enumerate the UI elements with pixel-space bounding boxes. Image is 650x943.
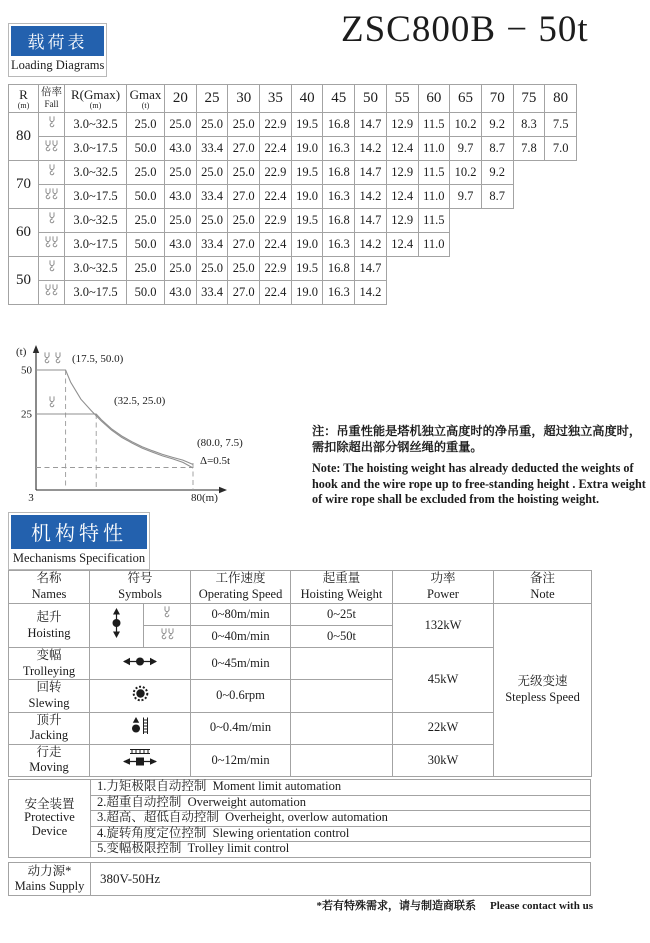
single-hook-icon bbox=[50, 397, 54, 407]
trolleying-symbol bbox=[90, 648, 191, 680]
note-en-line2: hook and the wire rope up to free-standing height . Extra weight bbox=[312, 476, 646, 491]
table-row bbox=[9, 257, 577, 281]
trolley-slew-power: 45kW bbox=[393, 648, 494, 713]
empty-cell bbox=[513, 209, 545, 233]
empty-cell bbox=[513, 233, 545, 257]
empty-cell bbox=[513, 281, 545, 305]
header-names: 名称 Names bbox=[9, 571, 90, 604]
slewing-speed: 0~0.6rpm bbox=[191, 680, 291, 712]
hoisting-speed-1: 0~80m/min bbox=[191, 604, 291, 626]
load-value-cell: 8.7 bbox=[481, 185, 513, 209]
load-value-cell: 11.5 bbox=[418, 113, 450, 137]
load-value-cell: 14.7 bbox=[355, 113, 387, 137]
header-operating-speed: 工作速度 Operating Speed bbox=[191, 571, 291, 604]
gmax-header: Gmax (t) bbox=[127, 85, 165, 113]
annotation-17-50: (17.5, 50.0) bbox=[72, 353, 124, 365]
single-hook-icon bbox=[47, 116, 57, 128]
load-value-cell: 25.0 bbox=[165, 209, 197, 233]
annotation-delta: Δ=0.5t bbox=[200, 455, 231, 467]
table-row bbox=[9, 161, 577, 185]
load-value-cell: 14.2 bbox=[355, 185, 387, 209]
empty-cell bbox=[513, 161, 545, 185]
load-value-cell: 33.4 bbox=[196, 137, 228, 161]
safety-item: 3.超高、超低自动控制 Overheight, overlow automation bbox=[91, 811, 591, 827]
hoisting-power: 132kW bbox=[393, 604, 494, 648]
fall-cell bbox=[39, 233, 65, 257]
table-row bbox=[9, 233, 577, 257]
badge-chinese-label: 机构特性 bbox=[11, 515, 147, 549]
load-value-cell: 10.2 bbox=[450, 113, 482, 137]
rotation-icon bbox=[131, 684, 150, 703]
load-value-cell: 16.8 bbox=[323, 113, 355, 137]
table-row bbox=[9, 209, 577, 233]
note-en-line3: of wire rope shall be excluded from the hoisting weight. bbox=[312, 492, 600, 507]
safety-item: 2.超重自动控制 Overweight automation bbox=[91, 795, 591, 811]
load-value-cell: 7.5 bbox=[545, 113, 577, 137]
empty-cell bbox=[450, 281, 482, 305]
load-value-cell: 19.5 bbox=[291, 257, 323, 281]
double-hook-icon bbox=[45, 353, 60, 363]
load-value-cell: 10.2 bbox=[450, 161, 482, 185]
empty-cell bbox=[450, 209, 482, 233]
gmax-cell: 50.0 bbox=[127, 185, 165, 209]
load-value-cell: 11.5 bbox=[418, 161, 450, 185]
hoisting-weight-note bbox=[312, 424, 648, 508]
slewing-weight bbox=[291, 680, 393, 712]
load-curve-chart bbox=[14, 342, 284, 504]
note-cn-line2: 需扣除超出部分钢丝绳的重量。 bbox=[312, 439, 483, 454]
radius-col-header: 35 bbox=[260, 85, 292, 113]
mech-row-slewing: 回转 Slewing bbox=[9, 680, 90, 712]
table-row bbox=[9, 281, 577, 305]
load-value-cell: 14.2 bbox=[355, 233, 387, 257]
gmax-cell: 50.0 bbox=[127, 137, 165, 161]
footer-en: Please contact with us bbox=[490, 900, 593, 912]
empty-cell bbox=[545, 185, 577, 209]
badge-chinese-label: 载荷表 bbox=[11, 26, 104, 56]
load-value-cell: 27.0 bbox=[228, 137, 260, 161]
empty-cell bbox=[545, 257, 577, 281]
load-value-cell: 25.0 bbox=[228, 113, 260, 137]
radius-col-header: 40 bbox=[291, 85, 323, 113]
radius-col-header: 45 bbox=[323, 85, 355, 113]
empty-cell bbox=[450, 257, 482, 281]
safety-item: 4.旋转角度定位控制 Slewing orientation control bbox=[91, 826, 591, 842]
load-value-cell: 25.0 bbox=[165, 257, 197, 281]
load-value-cell: 22.4 bbox=[260, 281, 292, 305]
load-value-cell: 22.9 bbox=[260, 209, 292, 233]
jacking-speed: 0~0.4m/min bbox=[191, 712, 291, 744]
load-value-cell: 12.4 bbox=[386, 137, 418, 161]
empty-cell bbox=[386, 281, 418, 305]
load-value-cell: 14.2 bbox=[355, 281, 387, 305]
rgmax-range-cell: 3.0~32.5 bbox=[65, 209, 127, 233]
gmax-cell: 25.0 bbox=[127, 161, 165, 185]
load-value-cell: 14.7 bbox=[355, 257, 387, 281]
x-axis-arrow-icon bbox=[219, 487, 227, 493]
load-value-cell: 7.0 bbox=[545, 137, 577, 161]
stepless-speed-note: 无级变速 Stepless Speed bbox=[494, 604, 592, 777]
load-value-cell: 16.3 bbox=[323, 233, 355, 257]
hoisting-weight-2: 0~50t bbox=[291, 626, 393, 648]
header-note: 备注 Note bbox=[494, 571, 592, 604]
table-row bbox=[9, 185, 577, 209]
fall-cell bbox=[39, 209, 65, 233]
safety-item: 5.变幅极限控制 Trolley limit control bbox=[91, 842, 591, 858]
load-value-cell: 12.9 bbox=[386, 209, 418, 233]
jib-length-cell: 70 bbox=[9, 161, 39, 209]
table-row bbox=[9, 137, 577, 161]
empty-cell bbox=[545, 161, 577, 185]
double-hook-cell bbox=[144, 626, 191, 648]
load-value-cell: 19.0 bbox=[291, 137, 323, 161]
jib-length-cell: 60 bbox=[9, 209, 39, 257]
load-value-cell: 43.0 bbox=[165, 281, 197, 305]
load-value-cell: 14.7 bbox=[355, 209, 387, 233]
jib-length-cell: 80 bbox=[9, 113, 39, 161]
note-en-line1: Note: The hoisting weight has already deducted the weights of bbox=[312, 460, 634, 475]
two-fall-load-curve bbox=[36, 414, 193, 465]
load-value-cell: 14.2 bbox=[355, 137, 387, 161]
table-row bbox=[9, 113, 577, 137]
load-value-cell: 19.5 bbox=[291, 161, 323, 185]
load-value-cell: 19.5 bbox=[291, 113, 323, 137]
fall-cell bbox=[39, 185, 65, 209]
empty-cell bbox=[481, 281, 513, 305]
rgmax-range-cell: 3.0~17.5 bbox=[65, 137, 127, 161]
radius-col-header: 65 bbox=[450, 85, 482, 113]
header-hoisting-weight: 起重量 Hoisting Weight bbox=[291, 571, 393, 604]
moving-symbol bbox=[90, 744, 191, 776]
load-value-cell: 11.0 bbox=[418, 137, 450, 161]
y-tick-50: 50 bbox=[21, 364, 32, 377]
load-value-cell: 25.0 bbox=[228, 257, 260, 281]
load-value-cell: 12.4 bbox=[386, 233, 418, 257]
load-value-cell: 11.0 bbox=[418, 185, 450, 209]
vertical-arrows-icon bbox=[110, 608, 123, 638]
header-symbols: 符号 Symbols bbox=[90, 571, 191, 604]
double-hook-icon bbox=[43, 140, 60, 152]
load-value-cell: 19.0 bbox=[291, 233, 323, 257]
trolleying-weight bbox=[291, 648, 393, 680]
rail-travel-icon bbox=[121, 748, 159, 768]
gmax-cell: 50.0 bbox=[127, 281, 165, 305]
empty-cell bbox=[513, 185, 545, 209]
slewing-symbol bbox=[90, 680, 191, 712]
load-value-cell: 43.0 bbox=[165, 137, 197, 161]
rgmax-range-cell: 3.0~17.5 bbox=[65, 281, 127, 305]
hoisting-weight-1: 0~25t bbox=[291, 604, 393, 626]
load-value-cell: 12.4 bbox=[386, 185, 418, 209]
single-hook-icon bbox=[47, 164, 57, 176]
empty-cell bbox=[386, 257, 418, 281]
load-value-cell: 11.5 bbox=[418, 209, 450, 233]
load-value-cell: 25.0 bbox=[196, 113, 228, 137]
load-value-cell: 25.0 bbox=[165, 161, 197, 185]
hoisting-symbol bbox=[90, 604, 144, 648]
load-value-cell: 33.4 bbox=[196, 281, 228, 305]
loading-diagrams-badge bbox=[8, 23, 107, 77]
empty-cell bbox=[545, 209, 577, 233]
empty-cell bbox=[481, 209, 513, 233]
load-value-cell: 19.5 bbox=[291, 209, 323, 233]
footer-contact-note bbox=[317, 897, 593, 913]
jacking-symbol bbox=[90, 712, 191, 744]
load-value-cell: 16.3 bbox=[323, 137, 355, 161]
load-value-cell: 33.4 bbox=[196, 185, 228, 209]
radius-col-header: 20 bbox=[165, 85, 197, 113]
page-title: ZSC800B − 50t bbox=[341, 9, 589, 50]
load-value-cell: 16.8 bbox=[323, 209, 355, 233]
four-fall-load-curve bbox=[36, 370, 193, 468]
badge-english-label: Loading Diagrams bbox=[11, 58, 105, 72]
load-value-cell: 16.3 bbox=[323, 185, 355, 209]
load-value-cell: 8.3 bbox=[513, 113, 545, 137]
double-hook-icon bbox=[43, 188, 60, 200]
fall-cell bbox=[39, 113, 65, 137]
jib-length-cell: 50 bbox=[9, 257, 39, 305]
empty-cell bbox=[418, 257, 450, 281]
badge-english-label: Mechanisms Specification bbox=[12, 551, 146, 565]
load-value-cell: 14.7 bbox=[355, 161, 387, 185]
mech-row-moving: 行走 Moving bbox=[9, 744, 90, 776]
mech-row-hoisting: 起升 Hoisting bbox=[9, 604, 90, 648]
load-value-cell: 19.0 bbox=[291, 185, 323, 209]
load-value-cell: 16.3 bbox=[323, 281, 355, 305]
double-hook-icon bbox=[43, 284, 60, 296]
load-value-cell: 25.0 bbox=[196, 161, 228, 185]
rgmax-header: R(Gmax) (m) bbox=[65, 85, 127, 113]
load-value-cell: 9.2 bbox=[481, 161, 513, 185]
single-hook-cell bbox=[144, 604, 191, 626]
fall-cell bbox=[39, 161, 65, 185]
empty-cell bbox=[481, 233, 513, 257]
load-value-cell: 25.0 bbox=[196, 257, 228, 281]
radius-col-header: 80 bbox=[545, 85, 577, 113]
load-value-cell: 33.4 bbox=[196, 233, 228, 257]
horizontal-arrows-icon bbox=[123, 655, 157, 668]
jacking-weight bbox=[291, 712, 393, 744]
load-value-cell: 16.8 bbox=[323, 161, 355, 185]
double-hook-icon bbox=[43, 236, 60, 248]
radius-col-header: 75 bbox=[513, 85, 545, 113]
hoisting-speed-2: 0~40m/min bbox=[191, 626, 291, 648]
single-hook-icon bbox=[162, 606, 172, 618]
empty-cell bbox=[418, 281, 450, 305]
mech-row-jacking: 顶升 Jacking bbox=[9, 712, 90, 744]
load-value-cell: 27.0 bbox=[228, 233, 260, 257]
gmax-cell: 50.0 bbox=[127, 233, 165, 257]
note-cn-line1: 注：吊重性能是塔机独立高度时的净吊重，超过独立高度时， bbox=[312, 424, 642, 438]
load-value-cell: 25.0 bbox=[196, 209, 228, 233]
radius-col-header: 30 bbox=[228, 85, 260, 113]
load-value-cell: 12.9 bbox=[386, 161, 418, 185]
mechanisms-table bbox=[8, 570, 592, 777]
x-origin-label: 3 bbox=[28, 492, 34, 504]
annotation-80-7: (80.0, 7.5) bbox=[197, 437, 243, 449]
radius-col-header: 25 bbox=[196, 85, 228, 113]
double-hook-icon bbox=[159, 628, 176, 640]
safety-item: 1.力矩极限自动控制 Moment limit automation bbox=[91, 780, 591, 796]
gmax-cell: 25.0 bbox=[127, 113, 165, 137]
y-axis-label: (t) bbox=[16, 346, 27, 358]
fall-cell bbox=[39, 257, 65, 281]
mains-supply-table bbox=[8, 862, 591, 896]
mains-value: 380V-50Hz bbox=[91, 863, 591, 896]
load-value-cell: 27.0 bbox=[228, 185, 260, 209]
empty-cell bbox=[545, 281, 577, 305]
load-value-cell: 43.0 bbox=[165, 233, 197, 257]
mechanisms-badge bbox=[8, 512, 150, 570]
load-value-cell: 22.9 bbox=[260, 161, 292, 185]
moving-power: 30kW bbox=[393, 744, 494, 776]
jacking-power: 22kW bbox=[393, 712, 494, 744]
x-end-label: 80(m) bbox=[191, 492, 218, 504]
empty-cell bbox=[450, 233, 482, 257]
load-value-cell: 8.7 bbox=[481, 137, 513, 161]
radius-header: R (m) bbox=[9, 85, 39, 113]
load-value-cell: 22.4 bbox=[260, 185, 292, 209]
jack-ladder-icon bbox=[130, 716, 150, 735]
load-value-cell: 9.2 bbox=[481, 113, 513, 137]
radius-col-header: 60 bbox=[418, 85, 450, 113]
load-value-cell: 25.0 bbox=[228, 209, 260, 233]
radius-col-header: 55 bbox=[386, 85, 418, 113]
fall-cell bbox=[39, 281, 65, 305]
load-value-cell: 25.0 bbox=[228, 161, 260, 185]
load-value-cell: 22.9 bbox=[260, 113, 292, 137]
load-value-cell: 11.0 bbox=[418, 233, 450, 257]
load-value-cell: 9.7 bbox=[450, 137, 482, 161]
rgmax-range-cell: 3.0~17.5 bbox=[65, 233, 127, 257]
y-tick-25: 25 bbox=[21, 408, 32, 421]
load-value-cell: 22.4 bbox=[260, 137, 292, 161]
empty-cell bbox=[481, 257, 513, 281]
trolleying-speed: 0~45m/min bbox=[191, 648, 291, 680]
rgmax-range-cell: 3.0~32.5 bbox=[65, 257, 127, 281]
header-power: 功率 Power bbox=[393, 571, 494, 604]
single-hook-icon bbox=[47, 260, 57, 272]
load-value-cell: 25.0 bbox=[165, 113, 197, 137]
y-axis-arrow-icon bbox=[33, 345, 39, 353]
fall-header: 倍率 Fall bbox=[39, 85, 65, 113]
safety-device-table bbox=[8, 779, 591, 858]
load-value-cell: 22.4 bbox=[260, 233, 292, 257]
rgmax-range-cell: 3.0~32.5 bbox=[65, 161, 127, 185]
fall-cell bbox=[39, 137, 65, 161]
rgmax-range-cell: 3.0~17.5 bbox=[65, 185, 127, 209]
load-value-cell: 12.9 bbox=[386, 113, 418, 137]
empty-cell bbox=[545, 233, 577, 257]
moving-weight bbox=[291, 744, 393, 776]
load-value-cell: 43.0 bbox=[165, 185, 197, 209]
annotation-32-25: (32.5, 25.0) bbox=[114, 395, 166, 407]
gmax-cell: 25.0 bbox=[127, 209, 165, 233]
single-hook-icon bbox=[47, 212, 57, 224]
load-value-cell: 27.0 bbox=[228, 281, 260, 305]
load-value-cell: 16.8 bbox=[323, 257, 355, 281]
safety-label: 安全装置 Protective Device bbox=[9, 780, 91, 858]
empty-cell bbox=[513, 257, 545, 281]
mech-row-trolleying: 变幅 Trolleying bbox=[9, 648, 90, 680]
rgmax-range-cell: 3.0~32.5 bbox=[65, 113, 127, 137]
load-value-cell: 19.0 bbox=[291, 281, 323, 305]
radius-col-header: 50 bbox=[355, 85, 387, 113]
load-value-cell: 22.9 bbox=[260, 257, 292, 281]
radius-col-header: 70 bbox=[481, 85, 513, 113]
mains-label: 动力源* Mains Supply bbox=[9, 863, 91, 896]
footer-cn: *若有特殊需求，请与制造商联系 bbox=[316, 900, 477, 912]
loading-table bbox=[8, 84, 577, 305]
gmax-cell: 25.0 bbox=[127, 257, 165, 281]
load-value-cell: 9.7 bbox=[450, 185, 482, 209]
moving-speed: 0~12m/min bbox=[191, 744, 291, 776]
load-value-cell: 7.8 bbox=[513, 137, 545, 161]
